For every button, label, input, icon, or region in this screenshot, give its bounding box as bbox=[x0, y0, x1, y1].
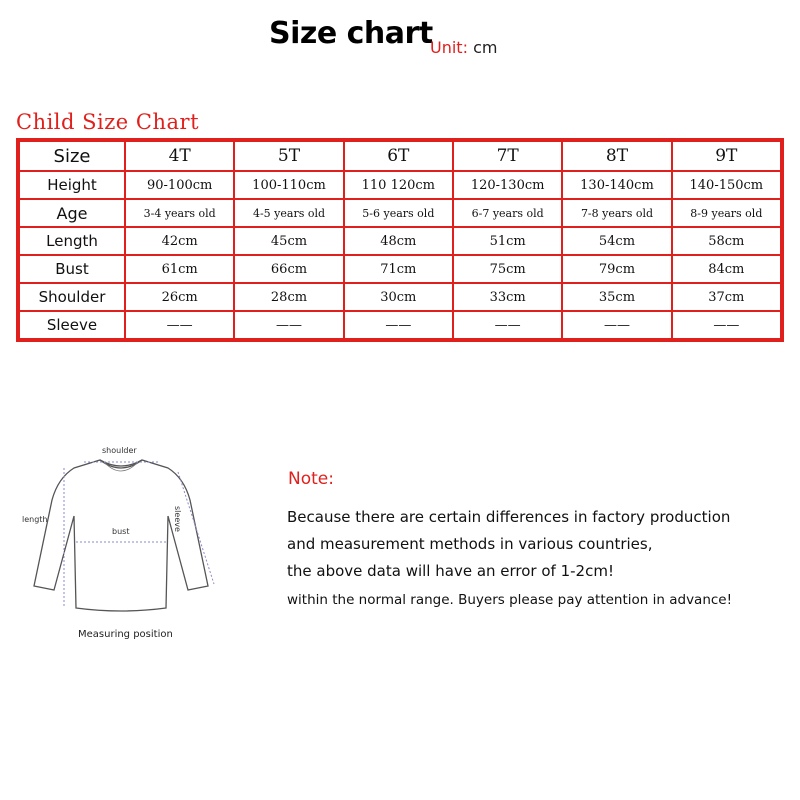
table-cell: 90-100cm bbox=[125, 171, 234, 199]
table-cell: 28cm bbox=[234, 283, 343, 311]
table-cell: —— bbox=[125, 311, 234, 339]
table-cell: —— bbox=[562, 311, 671, 339]
shoulder-label: shoulder bbox=[102, 446, 137, 455]
unit-note bbox=[430, 38, 497, 57]
row-label: Sleeve bbox=[19, 311, 125, 339]
table-cell: 45cm bbox=[234, 227, 343, 255]
measuring-position-caption: Measuring position bbox=[78, 629, 173, 640]
table-cell: 61cm bbox=[125, 255, 234, 283]
row-label: Shoulder bbox=[19, 283, 125, 311]
table-cell: 54cm bbox=[562, 227, 671, 255]
note-line: Because there are certain differences in factory production bbox=[287, 508, 731, 526]
table-cell: 51cm bbox=[453, 227, 562, 255]
table-cell: 3-4 years old bbox=[125, 199, 234, 227]
note-line: within the normal range. Buyers please pay attention in advance! bbox=[287, 592, 733, 608]
table-cell: 66cm bbox=[234, 255, 343, 283]
table-cell: 9T bbox=[672, 141, 781, 171]
table-row bbox=[19, 227, 781, 255]
table-cell: 8T bbox=[562, 141, 671, 171]
table-cell: 79cm bbox=[562, 255, 671, 283]
table-cell: 7-8 years old bbox=[562, 199, 671, 227]
table-cell: 48cm bbox=[344, 227, 453, 255]
table-cell: 58cm bbox=[672, 227, 781, 255]
table-cell: 26cm bbox=[125, 283, 234, 311]
row-label: Bust bbox=[19, 255, 125, 283]
note-line: and measurement methods in various countries, bbox=[287, 535, 653, 553]
table-row bbox=[19, 283, 781, 311]
table-cell: 120-130cm bbox=[453, 171, 562, 199]
table-row bbox=[19, 199, 781, 227]
table-cell: 110 120cm bbox=[344, 171, 453, 199]
bust-label: bust bbox=[112, 527, 130, 536]
table-cell: —— bbox=[672, 311, 781, 339]
table-cell: 30cm bbox=[344, 283, 453, 311]
table-row bbox=[19, 255, 781, 283]
measuring-diagram bbox=[18, 438, 228, 648]
table-cell: 6-7 years old bbox=[453, 199, 562, 227]
table-cell: 75cm bbox=[453, 255, 562, 283]
table-cell: 5-6 years old bbox=[344, 199, 453, 227]
row-label: Size bbox=[19, 141, 125, 171]
table-cell: —— bbox=[453, 311, 562, 339]
note-title: Note: bbox=[288, 469, 334, 489]
table-cell: 84cm bbox=[672, 255, 781, 283]
size-chart-heading: Child Size Chart bbox=[16, 110, 200, 134]
table-cell: —— bbox=[234, 311, 343, 339]
table-cell: 71cm bbox=[344, 255, 453, 283]
table-cell: —— bbox=[344, 311, 453, 339]
table-cell: 8-9 years old bbox=[672, 199, 781, 227]
table-cell: 100-110cm bbox=[234, 171, 343, 199]
table-cell: 5T bbox=[234, 141, 343, 171]
table-row bbox=[19, 171, 781, 199]
page-title: Size chart bbox=[269, 16, 433, 51]
unit-value: cm bbox=[473, 38, 498, 57]
sleeve-label: sleeve bbox=[173, 506, 182, 532]
table-cell: 6T bbox=[344, 141, 453, 171]
table-cell: 140-150cm bbox=[672, 171, 781, 199]
unit-label: Unit: bbox=[430, 38, 468, 57]
table-cell: 4T bbox=[125, 141, 234, 171]
table-cell: 42cm bbox=[125, 227, 234, 255]
size-table bbox=[16, 138, 784, 342]
row-label: Length bbox=[19, 227, 125, 255]
row-label: Height bbox=[19, 171, 125, 199]
table-cell: 4-5 years old bbox=[234, 199, 343, 227]
length-label: length bbox=[22, 515, 48, 524]
table-row bbox=[19, 141, 781, 171]
table-cell: 130-140cm bbox=[562, 171, 671, 199]
note-line: the above data will have an error of 1-2cm! bbox=[287, 562, 614, 580]
table-cell: 35cm bbox=[562, 283, 671, 311]
table-row bbox=[19, 311, 781, 339]
table-cell: 33cm bbox=[453, 283, 562, 311]
table-cell: 37cm bbox=[672, 283, 781, 311]
row-label: Age bbox=[19, 199, 125, 227]
table-cell: 7T bbox=[453, 141, 562, 171]
